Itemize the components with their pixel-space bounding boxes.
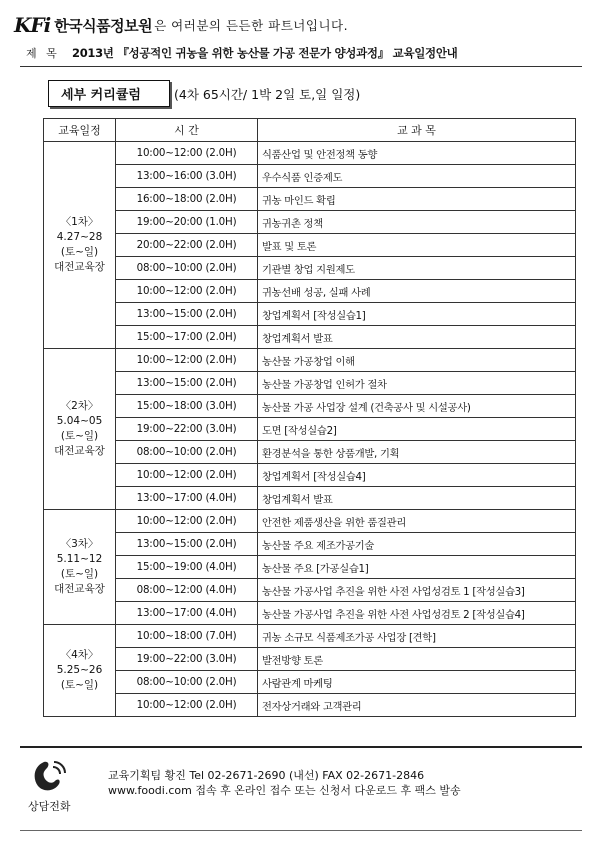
subject-cell: 전자상거래와 고객관리 [258,694,576,717]
table-row [44,694,576,717]
table-row [44,395,576,418]
curriculum-table [43,118,576,717]
session-line: 5.04~05 [56,415,103,427]
table-row [44,533,576,556]
time-cell: 13:00~17:00 (4.0H) [116,602,258,625]
table-row [44,671,576,694]
time-cell: 10:00~12:00 (2.0H) [116,694,258,717]
table-row [44,234,576,257]
subject-cell: 귀농 마인드 확립 [258,188,576,211]
time-cell: 08:00~12:00 (4.0H) [116,579,258,602]
table-row [44,648,576,671]
time-cell: 13:00~16:00 (3.0H) [116,165,258,188]
time-cell: 13:00~15:00 (2.0H) [116,533,258,556]
table-row [44,165,576,188]
header-schedule: 교육일정 [44,119,116,142]
session-line: 5.25~26 [56,664,103,676]
subject-cell: 창업계획서 발표 [258,326,576,349]
time-cell: 16:00~18:00 (2.0H) [116,188,258,211]
subject-cell: 귀농귀촌 정책 [258,211,576,234]
session-line: (토~일) [60,679,99,691]
contact-phone-line: 교육기획팀 황진 Tel 02-2671-2690 (내선) FAX 02-2671-2846 [108,769,425,782]
table-row [44,625,576,648]
time-cell: 20:00~22:00 (2.0H) [116,234,258,257]
table-row [44,326,576,349]
footer-divider [20,746,582,748]
subject-cell: 창업계획서 [작성실습1] [258,303,576,326]
subject-cell: 농산물 가공 사업장 설계 (건축공사 및 시설공사) [258,395,576,418]
table-row [44,441,576,464]
time-cell: 10:00~18:00 (7.0H) [116,625,258,648]
subject-cell: 식품산업 및 안전정책 동향 [258,142,576,165]
table-row [44,188,576,211]
table-row [44,142,576,165]
subject-cell: 농산물 주요 제조가공기술 [258,533,576,556]
subject-cell: 귀농 소규모 식품제조가공 사업장 [견학] [258,625,576,648]
section-heading [48,80,360,107]
subject-cell: 농산물 가공사업 추진을 위한 사전 사업성검토 1 [작성실습3] [258,579,576,602]
table-row [44,372,576,395]
subject-cell: 발전방향 토론 [258,648,576,671]
table-row [44,280,576,303]
time-cell: 19:00~22:00 (3.0H) [116,418,258,441]
table-row [44,556,576,579]
time-cell: 10:00~12:00 (2.0H) [116,280,258,303]
table-row [44,510,576,533]
table-header-row [44,119,576,142]
session-line: (토~일) [60,246,99,258]
header-subject: 교 과 목 [258,119,576,142]
section-title: 세부 커리큘럼 [48,80,170,107]
phone-icon [28,756,72,796]
session-line: 대전교육장 [54,445,105,457]
time-cell: 08:00~10:00 (2.0H) [116,441,258,464]
contact-info [108,768,461,798]
subject-text: 2013년 『성공적인 귀농을 위한 농산물 가공 전문가 양성과정』 교육일정안내 [72,46,458,60]
session-line: 대전교육장 [54,261,105,273]
time-cell: 13:00~15:00 (2.0H) [116,303,258,326]
time-cell: 15:00~17:00 (2.0H) [116,326,258,349]
time-cell: 13:00~17:00 (4.0H) [116,487,258,510]
subject-cell: 창업계획서 [작성실습4] [258,464,576,487]
session-line: 〈1차〉 [60,216,99,228]
subject-line [26,45,586,61]
subject-cell: 도면 [작성실습2] [258,418,576,441]
time-cell: 13:00~15:00 (2.0H) [116,372,258,395]
session-line: 5.11~12 [56,553,103,565]
time-cell: 08:00~10:00 (2.0H) [116,671,258,694]
table-row [44,303,576,326]
subject-cell: 귀농선배 성공, 실패 사례 [258,280,576,303]
table-row [44,257,576,280]
subject-cell: 농산물 가공사업 추진을 위한 사전 사업성검토 2 [작성실습4] [258,602,576,625]
subject-cell: 환경분석을 통한 상품개발, 기획 [258,441,576,464]
header-divider [20,66,582,67]
time-cell: 10:00~12:00 (2.0H) [116,349,258,372]
contact-web-line: www.foodi.com 접속 후 온라인 접수 또는 신청서 다운로드 후 팩스 발송 [108,784,461,797]
session-cell [44,625,116,717]
subject-label: 제 목 [26,47,60,60]
subject-cell: 농산물 가공창업 인허가 절차 [258,372,576,395]
time-cell: 10:00~12:00 (2.0H) [116,510,258,533]
subject-cell: 발표 및 토론 [258,234,576,257]
table-body [44,142,576,717]
session-line: 대전교육장 [54,583,105,595]
time-cell: 08:00~10:00 (2.0H) [116,257,258,280]
session-cell [44,510,116,625]
table-row [44,418,576,441]
time-cell: 15:00~18:00 (3.0H) [116,395,258,418]
table-row [44,579,576,602]
subject-cell: 사람관계 마케팅 [258,671,576,694]
table-row [44,211,576,234]
subject-cell: 농산물 가공창업 이해 [258,349,576,372]
table-row [44,349,576,372]
time-cell: 15:00~19:00 (4.0H) [116,556,258,579]
contact-label: 상담전화 [28,800,71,813]
session-line: 〈3차〉 [60,538,99,550]
section-description: (4차 65시간/ 1박 2일 토,일 일정) [174,86,361,102]
time-cell: 19:00~20:00 (1.0H) [116,211,258,234]
session-line: 〈4차〉 [60,649,99,661]
table-row [44,487,576,510]
subject-cell: 기관별 창업 지원제도 [258,257,576,280]
table-row [44,602,576,625]
subject-cell: 우수식품 인증제도 [258,165,576,188]
header-time: 시 간 [116,119,258,142]
subject-cell: 농산물 주요 [가공실습1] [258,556,576,579]
time-cell: 19:00~22:00 (3.0H) [116,648,258,671]
header [14,14,586,36]
session-line: (토~일) [60,568,99,580]
bottom-divider [20,830,582,831]
tagline: 은 여러분의 든든한 파트너입니다. [154,18,349,33]
table-row [44,464,576,487]
kfi-logo: KFi [14,13,51,37]
session-cell [44,349,116,510]
session-line: 〈2차〉 [60,400,99,412]
time-cell: 10:00~12:00 (2.0H) [116,142,258,165]
subject-cell: 창업계획서 발표 [258,487,576,510]
session-line: 4.27~28 [56,231,103,243]
subject-cell: 안전한 제품생산을 위한 품질관리 [258,510,576,533]
time-cell: 10:00~12:00 (2.0H) [116,464,258,487]
org-name: 한국식품정보원 [54,16,153,35]
session-line: (토~일) [60,430,99,442]
session-cell [44,142,116,349]
